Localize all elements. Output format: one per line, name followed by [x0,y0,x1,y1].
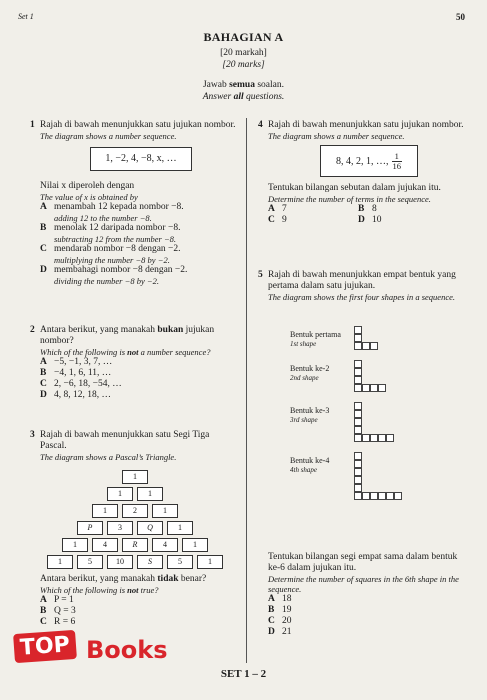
square [370,342,378,350]
square [354,410,362,418]
option-text: 19 [282,605,292,615]
question-3 [30,430,238,462]
q1-text-en: The diagram shows a number sequence. [40,131,177,141]
pascal-triangle [20,470,250,570]
option-letter: C [40,617,47,627]
question-1 [30,120,238,286]
q2-text-ms: Antara berikut, yang manakah bukan jujukan nombor? [40,325,215,346]
page-number: 50 [456,12,465,22]
option-text: P = 1 [54,595,74,605]
square [378,434,386,442]
square [354,460,362,468]
q3-text-ms: Rajah di bawah menunjukkan satu Segi Tiga Pascal. [40,430,210,451]
marks-ms: [20 markah] [220,48,267,58]
pascal-cell: 1 [137,487,163,501]
pascal-cell: 1 [47,555,73,569]
pascal-cell: P [77,521,103,535]
question-3-ask [30,574,238,628]
topbooks-logo [14,632,194,676]
pascal-cell: 1 [197,555,223,569]
pascal-cell: 2 [122,504,148,518]
q5-option-c [268,616,468,627]
square [354,368,362,376]
q3-number: 3 [30,430,35,440]
option-letter: C [268,215,275,225]
option-text: −4, 1, 6, 11, … [54,368,112,378]
option-letter: A [40,357,47,367]
q3-ask-ms: Antara berikut, yang manakah tidak benar? [40,574,207,584]
square [354,492,362,500]
pascal-cell: 3 [107,521,133,535]
square [394,492,402,500]
square [386,492,394,500]
shape-label-ms: Bentuk ke-2 [290,364,330,373]
option-letter: C [40,379,47,389]
pascal-cell: 1 [62,538,88,552]
q1-option-d [40,265,238,286]
q4-option-a [268,204,358,215]
footer-set-label: SET 1 – 2 [220,668,267,680]
option-text: 4, 8, 12, 18, … [54,390,111,400]
shape-label-3 [290,406,329,425]
option-letter: D [358,215,365,225]
q3-option-b [40,606,238,617]
q4-frac-num: 1 [394,150,399,161]
q4-ask-en: Determine the number of terms in the sequence. [268,194,431,204]
option-text: 8 [372,204,377,214]
square [354,334,362,342]
q5-options [258,594,468,638]
option-text-ms: mendarab nombor −8 dengan −2. [54,244,181,254]
q4-option-b [358,204,448,215]
option-letter: D [268,627,275,637]
square [354,384,362,392]
option-text: 21 [282,627,292,637]
q4-option-d [358,215,448,226]
pascal-cell: 10 [107,555,133,569]
option-text: 7 [282,204,287,214]
q2-options [30,357,238,401]
option-text: −5, −1, 3, 7, … [54,357,113,367]
option-letter: B [358,204,365,214]
q5-text-ms: Rajah di bawah menunjukkan empat bentuk yang pertama dalam satu jujukan. [268,270,456,291]
option-text: 18 [282,594,292,604]
pascal-row-3 [20,504,250,518]
q1-option-b [40,223,238,244]
square [362,384,370,392]
square [354,418,362,426]
shape-label-en: 3rd shape [290,416,318,424]
option-text-en: adding 12 to the number −8. [54,213,152,223]
marks-en: [20 marks] [222,60,265,70]
option-letter: D [40,390,47,400]
pascal-cell: 4 [152,538,178,552]
square [354,376,362,384]
instruction-ms: Jawab semua soalan. [202,80,285,90]
square [370,384,378,392]
square [354,476,362,484]
option-text: 10 [372,215,382,225]
pascal-cell: 1 [92,504,118,518]
shape-label-1 [290,330,341,349]
pascal-cell: Q [137,521,163,535]
pascal-cell: S [137,555,163,569]
question-5-ask [258,552,468,638]
square [354,452,362,460]
square [354,402,362,410]
q5-text-en: The diagram shows the first four shapes in a sequence. [268,292,455,302]
shape-label-ms: Bentuk ke-3 [290,406,330,415]
q5-option-d [268,627,468,638]
q1-option-a [40,202,238,223]
shape-sequence [258,320,468,550]
option-letter: C [268,616,275,626]
option-letter: B [268,605,275,615]
square [354,484,362,492]
option-text-ms: menambah 12 kepada nombor −8. [54,202,184,212]
question-2 [30,325,238,401]
q3-ask-en: Which of the following is not true? [40,585,159,595]
pascal-row-1 [20,470,250,484]
option-text: 9 [282,215,287,225]
square [362,342,370,350]
instruction-en: Answer all questions. [202,92,285,102]
option-text: 20 [282,616,292,626]
q4-sequence-text: 8, 4, 2, 1, …, [336,155,389,167]
square [378,384,386,392]
q3-text-en: The diagram shows a Pascal’s Triangle. [40,452,177,462]
q2-option-a [40,357,238,368]
option-letter: B [40,223,47,233]
q2-option-b [40,368,238,379]
logo-top: TOP [13,630,77,663]
square [354,468,362,476]
pascal-cell: 1 [152,504,178,518]
q4-fraction [392,152,403,171]
shape-label-en: 1st shape [290,340,317,348]
square [362,434,370,442]
q1-option-c [40,244,238,265]
option-letter: B [40,606,47,616]
set-label: Set 1 [18,12,34,21]
q4-ask-ms: Tentukan bilangan sebutan dalam jujukan itu. [268,183,441,193]
q2-number: 2 [30,325,35,335]
option-text-en: multiplying the number −8 by −2. [54,255,170,265]
q3-option-a [40,595,238,606]
q5-option-a [268,594,468,605]
section-title: BAHAGIAN A [203,30,284,44]
pascal-row-2 [20,487,250,501]
shape-label-en: 4th shape [290,466,318,474]
q5-number: 5 [258,270,263,280]
square [354,360,362,368]
q4-text-ms: Rajah di bawah menunjukkan satu jujukan nombor. [268,120,464,130]
option-letter: A [40,202,47,212]
pascal-cell: 4 [92,538,118,552]
square [386,434,394,442]
pascal-cell: 5 [77,555,103,569]
q4-frac-den: 16 [392,160,401,171]
option-letter: B [40,368,47,378]
option-text-ms: menolak 12 daripada nombor −8. [54,223,181,233]
logo-books: Books [86,636,168,664]
q5-option-b [268,605,468,616]
shape-label-4 [290,456,329,475]
column-divider [246,118,247,663]
q1-options [30,202,238,286]
q5-ask-ms: Tentukan bilangan segi empat sama dalam bentuk ke-6 dalam jujukan itu. [268,552,458,573]
question-4 [258,120,468,226]
shape-label-2 [290,364,329,383]
q3-options [30,595,238,628]
option-letter: A [40,595,47,605]
square [354,434,362,442]
square [370,434,378,442]
pascal-cell: 1 [107,487,133,501]
option-text: R = 6 [54,617,76,627]
square [370,492,378,500]
pascal-row-4 [20,521,250,535]
q1-ask-en: The value of x is obtained by [40,192,138,202]
pascal-row-5 [20,538,250,552]
pascal-row-6 [20,555,250,569]
square [354,326,362,334]
pascal-cell: R [122,538,148,552]
q4-sequence-box [320,145,418,177]
square [354,426,362,434]
q1-number: 1 [30,120,35,130]
shape-label-ms: Bentuk pertama [290,330,341,339]
q1-text-ms: Rajah di bawah menunjukkan satu jujukan nombor. [40,120,236,130]
q5-ask-en: Determine the number of squares in the 6th shape in the sequence. [268,574,459,594]
option-letter: C [40,244,47,254]
option-text-en: subtracting 12 from the number −8. [54,234,177,244]
option-letter: A [268,204,275,214]
square [378,492,386,500]
q3-option-c [40,617,238,628]
pascal-cell: 1 [167,521,193,535]
q4-number: 4 [258,120,263,130]
option-letter: A [268,594,275,604]
pascal-cell: 1 [182,538,208,552]
square [354,342,362,350]
question-5 [258,270,468,302]
option-text: Q = 3 [54,606,76,616]
shape-label-en: 2nd shape [290,374,319,382]
q1-ask-ms: Nilai x diperoleh dengan [40,181,135,191]
pascal-cell: 5 [167,555,193,569]
q2-option-c [40,379,238,390]
q1-sequence-box: 1, −2, 4, −8, x, … [90,147,192,171]
q4-option-c [268,215,358,226]
q4-options [268,204,468,226]
q2-text-en: Which of the following is not a number sequence? [40,347,211,357]
square [362,492,370,500]
option-text: 2, −6, 18, −54, … [54,379,122,389]
option-text-ms: membahagi nombor −8 dengan −2. [54,265,188,275]
option-letter: D [40,265,47,275]
shape-label-ms: Bentuk ke-4 [290,456,330,465]
pascal-cell: 1 [122,470,148,484]
q2-option-d [40,390,238,401]
option-text-en: dividing the number −8 by −2. [54,276,159,286]
q4-text-en: The diagram shows a number sequence. [268,131,405,141]
